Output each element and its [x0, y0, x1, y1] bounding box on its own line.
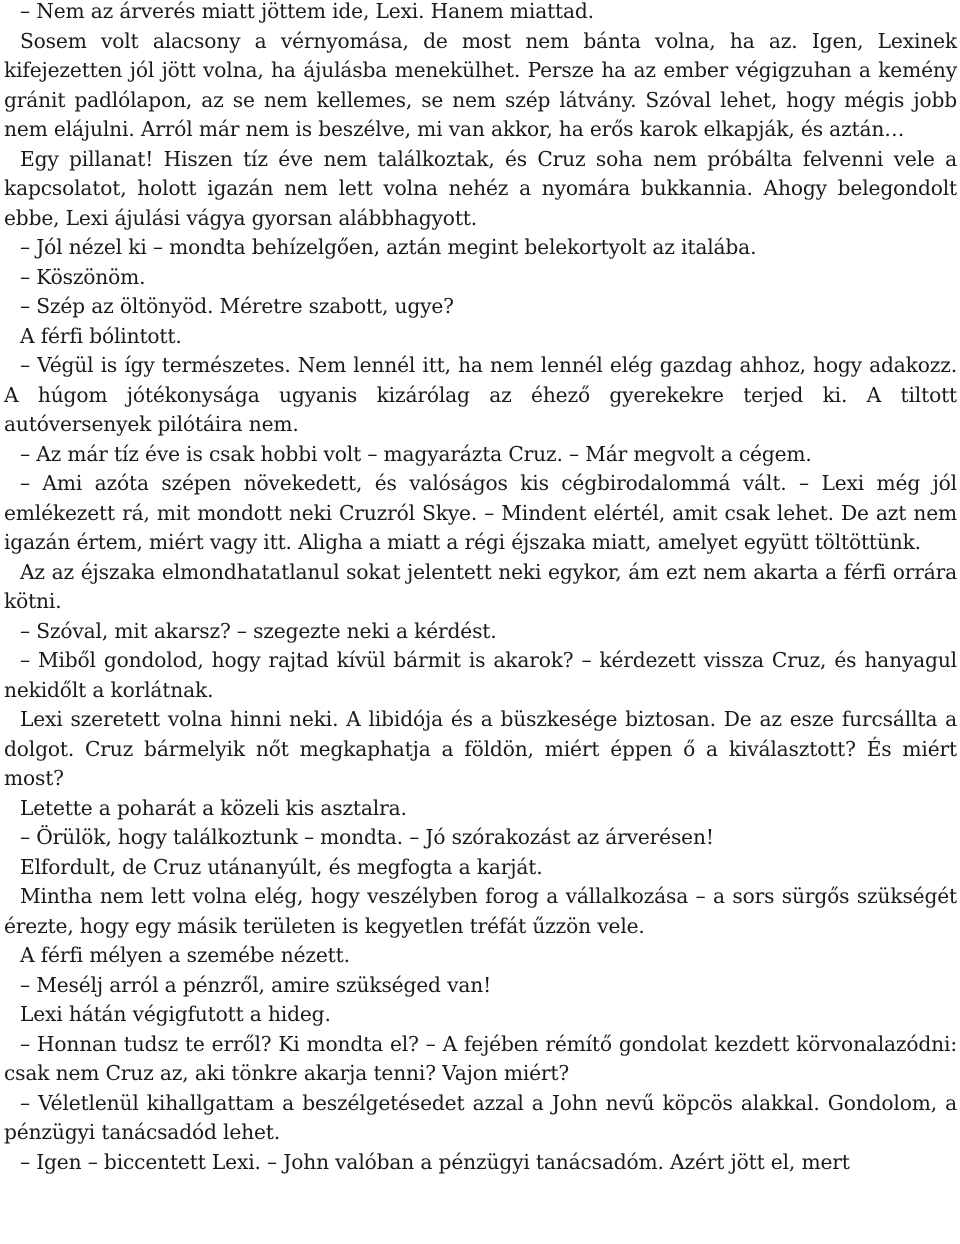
paragraph-1: – Nem az árverés miatt jöttem ide, Lexi. Hanem miattad. [20, 0, 594, 23]
paragraph-13: – Miből gondolod, hogy rajtad kívül bármit is akarok? – kérdezett vissza Cruz, és hanyagul nekidőlt a korlátnak. [4, 648, 957, 702]
paragraph-12: – Szóval, mit akarsz? – szegezte neki a kérdést. [20, 618, 497, 643]
paragraph-8: – Végül is így természetes. Nem lennél itt, ha nem lennél elég gazdag ahhoz, hogy adakozz. A húgom jótékonysága ugyanis kizárólag az éhező gyerekekre terjed ki. A tiltott autóversenyek pilótáira nem. [4, 353, 957, 436]
paragraph-4: – Jól nézel ki – mondta behízelgően, aztán megint belekortyolt az italába. [20, 235, 757, 259]
paragraph-23: – Véletlenül kihallgattam a beszélgetésedet azzal a John nevű köpcös alakkal. Gondolom, a pénzügyi tanácsadód lehet. [4, 1090, 957, 1144]
paragraph-11: Az az éjszaka elmondhatatlanul sokat jelentett neki egykor, ám ezt nem akarta a férfi orrára kötni. [4, 559, 957, 613]
paragraph-6: – Szép az öltönyöd. Méretre szabott, ugye? [20, 294, 454, 318]
document-page [4, 0, 957, 1177]
paragraph-10: – Ami azóta szépen növekedett, és valóságos kis cégbirodalommá vált. – Lexi még jól emlékezett rá, mit mondott neki Cruzról Skye. – Mindent elértél, amit csak lehet. De azt nem igazán értem, miért vagy itt. Aligha a miatt a régi éjszaka miatt, amelyet együtt töltöttünk. [4, 471, 957, 554]
paragraph-22: – Honnan tudsz te erről? Ki mondta el? – A fejében rémítő gondolat kezdett körvonalazódni: csak nem Cruz az, aki tönkre akarja tenni? Vajon miért? [4, 1031, 957, 1085]
paragraph-7: A férfi bólintott. [20, 323, 182, 348]
paragraph-24: – Igen – biccentett Lexi. – John valóban a pénzügyi tanácsadóm. Azért jött el, mert [20, 1149, 850, 1174]
paragraph-21: Lexi hátán végigfutott a hideg. [20, 1002, 331, 1026]
paragraph-9: – Az már tíz éve is csak hobbi volt – magyarázta Cruz. – Már megvolt a cégem. [20, 441, 812, 466]
paragraph-14: Lexi szeretett volna hinni neki. A libidója és a büszkesége biztosan. De az esze furcsállta a dolgot. Cruz bármelyik nőt megkaphatja a földön, miért éppen ő a kiválasztott? És miért most? [4, 707, 957, 790]
paragraph-20: – Mesélj arról a pénzről, amire szükséged van! [20, 972, 492, 997]
paragraph-19: A férfi mélyen a szemébe nézett. [20, 943, 350, 967]
paragraph-17: Elfordult, de Cruz utánanyúlt, és megfogta a karját. [20, 854, 543, 879]
paragraph-16: – Örülök, hogy találkoztunk – mondta. – Jó szórakozást az árverésen! [20, 825, 714, 849]
paragraph-18: Mintha nem lett volna elég, hogy veszélyben forog a vállalkozása – a sors sürgős szükségét érezte, hogy egy másik területen is kegyetlen tréfát űzzön vele. [4, 884, 957, 938]
paragraph-2: Sosem volt alacsony a vérnyomása, de most nem bánta volna, ha az. Igen, Lexinek kifejezetten jól jött volna, ha ájulásba menekülhet. Persze ha az ember végigzuhan a kemény gránit padlólapon, az se nem kellemes, se nem szép látvány. Szóval lehet, hogy mégis jobb nem elájulni. Arról már nem is beszélve, mi van akkor, ha erős karok elkapják, és aztán… [4, 28, 957, 141]
paragraph-15: Letette a poharát a közeli kis asztalra. [20, 795, 407, 820]
paragraph-3: Egy pillanat! Hiszen tíz éve nem találkoztak, és Cruz soha nem próbálta felvenni vele a kapcsolatot, holott igazán nem lett volna nehéz a nyomára bukkannia. Ahogy belegondolt ebbe, Lexi ájulási vágya gyorsan alábbhagyott. [4, 146, 957, 230]
paragraph-5: – Köszönöm. [20, 264, 146, 289]
